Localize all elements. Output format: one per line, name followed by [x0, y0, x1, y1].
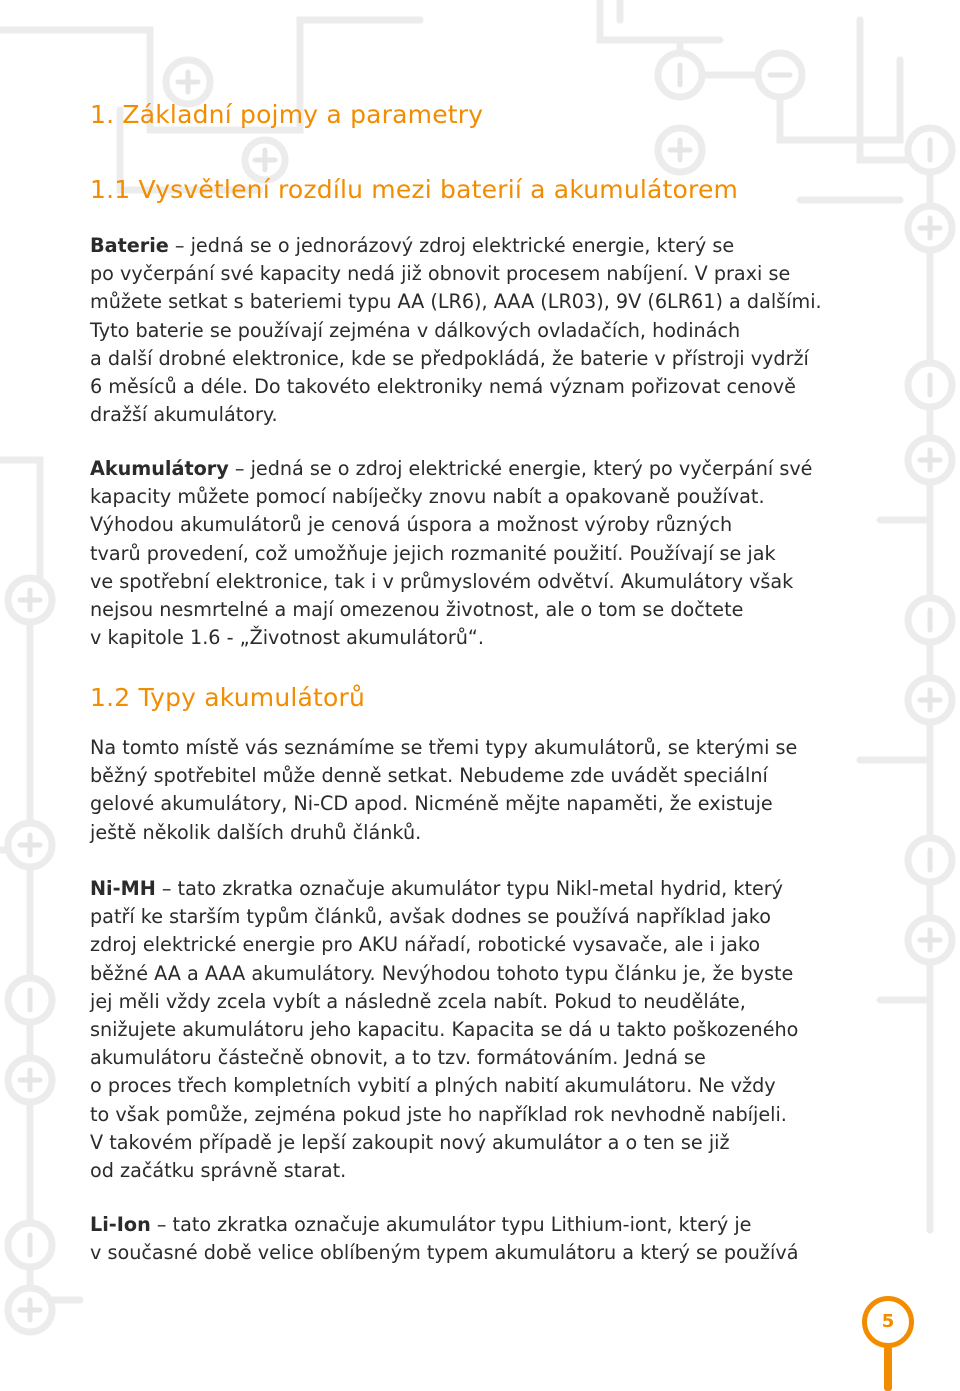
text-line: ještě několik dalších druhů článků.: [90, 820, 422, 844]
text-line: v současné době velice oblíbeným typem akumulátoru a který se používá: [90, 1241, 799, 1265]
term-baterie: Baterie: [90, 234, 169, 257]
paragraph-liion: [90, 1211, 890, 1267]
paragraph-nimh: [90, 875, 890, 1185]
text-line: Baterie – jedná se o jednorázový zdroj elektrické energie, který se: [90, 234, 735, 257]
text-line: 6 měsíců a déle. Do takovéto elektroniky nemá význam pořizovat cenově: [90, 375, 796, 399]
text-line: běžné AA a AAA akumulátory. Nevýhodou tohoto typu článku je, že byste: [90, 961, 794, 985]
paragraph-intro: [90, 734, 890, 847]
text-line: jej měli vždy zcela vybít a následně zcela nabít. Pokud to neuděláte,: [90, 989, 746, 1013]
term-nimh: Ni-MH: [90, 877, 156, 900]
text-line: tvarů provedení, což umožňuje jejich rozmanité použití. Používají se jak: [90, 541, 776, 565]
text-line: Li-Ion – tato zkratka označuje akumulátor typu Lithium-iont, který je: [90, 1213, 752, 1236]
text-line: a další drobné elektronice, kde se předpokládá, že baterie v přístroji vydrží: [90, 346, 809, 370]
text-line: Na tomto místě vás seznámíme se třemi typy akumulátorů, se kterými se: [90, 736, 798, 759]
paragraph-baterie: [90, 232, 890, 429]
text-line: v kapitole 1.6 - „Životnost akumulátorů“.: [90, 626, 484, 650]
text-line: akumulátoru částečně obnovit, a to tzv. formátováním. Jedná se: [90, 1046, 706, 1070]
chapter-heading: 1. Základní pojmy a parametry: [90, 100, 484, 129]
text-line: zdroj elektrické energie pro AKU nářadí, robotické vysavače, ale i jako: [90, 933, 761, 957]
text-line: můžete setkat s bateriemi typu AA (LR6), AAA (LR03), 9V (6LR61) a dalšími.: [90, 290, 822, 314]
text-line: Výhodou akumulátorů je cenová úspora a možnost výroby různých: [90, 513, 733, 537]
term-liion: Li-Ion: [90, 1213, 151, 1236]
section-heading-1-1: 1.1 Vysvětlení rozdílu mezi baterií a akumulátorem: [90, 175, 739, 204]
page-number-stem: [884, 1346, 892, 1391]
section-heading-1-2: 1.2 Typy akumulátorů: [90, 683, 366, 712]
text-line: to však pomůže, zejména pokud jste ho například rok nevhodně nabíjeli.: [90, 1102, 787, 1126]
text-line: od začátku správně starat.: [90, 1159, 347, 1183]
text-line: Ni-MH – tato zkratka označuje akumulátor typu Nikl-metal hydrid, který: [90, 877, 784, 900]
page-number: 5: [881, 1311, 895, 1332]
paragraph-akumulatory: [90, 455, 890, 652]
text-line: po vyčerpání své kapacity nedá již obnovit procesem nabíjení. V praxi se: [90, 262, 791, 286]
text-line: ve spotřební elektronice, tak i v průmyslovém odvětví. Akumulátory však: [90, 569, 794, 593]
text-line: snižujete akumulátoru jeho kapacitu. Kapacita se dá u takto poškozeného: [90, 1018, 799, 1042]
text-line: V takovém případě je lepší zakoupit nový akumulátor a o ten se již: [90, 1130, 730, 1154]
text-line: Akumulátory – jedná se o zdroj elektrické energie, který po vyčerpání své: [90, 457, 813, 480]
text-line: nejsou nesmrtelné a mají omezenou životnost, ale o tom se dočtete: [90, 598, 744, 622]
text-line: Tyto baterie se používají zejména v dálkových ovladačích, hodinách: [90, 318, 741, 342]
text-line: patří ke starším typům článků, avšak dodnes se používá například jako: [90, 905, 771, 929]
text-line: gelové akumulátory, Ni-CD apod. Nicméně mějte napaměti, že existuje: [90, 792, 773, 816]
text-line: dražší akumulátory.: [90, 403, 278, 427]
term-akumulatory: Akumulátory: [90, 457, 229, 480]
text-line: o proces třech kompletních vybití a plných nabití akumulátoru. Ne vždy: [90, 1074, 776, 1098]
text-line: běžný spotřebitel může denně setkat. Nebudeme zde uvádět speciální: [90, 764, 768, 788]
text-line: kapacity můžete pomocí nabíječky znovu nabít a opakovaně používat.: [90, 485, 765, 509]
